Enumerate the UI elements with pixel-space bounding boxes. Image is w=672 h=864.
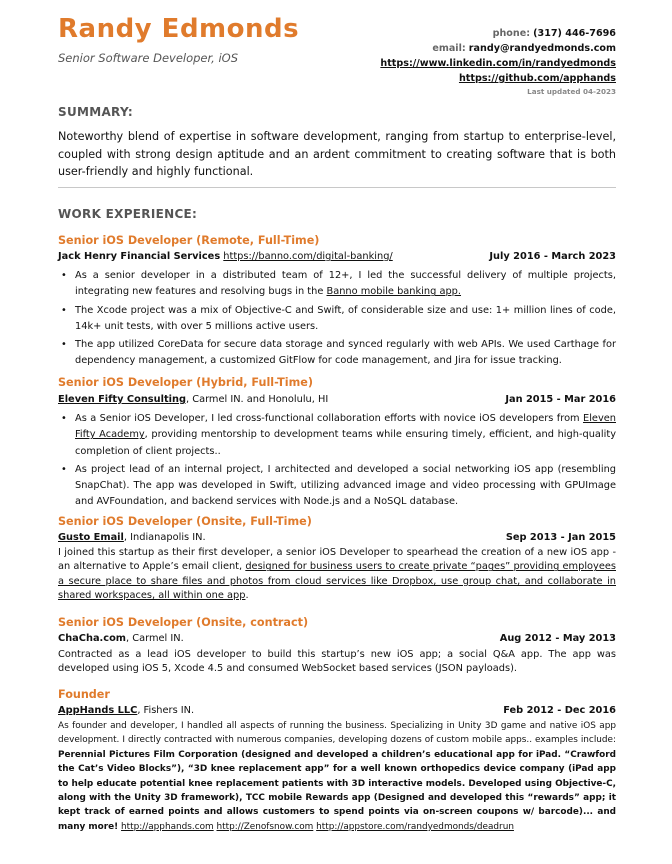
work-heading: WORK EXPERIENCE: [58,207,198,221]
job-company-line [58,705,616,716]
job-title: Founder [58,688,110,701]
job-location: , Carmel IN. and Honolulu, HI [186,394,329,405]
job-dates: Jan 2015 - Mar 2016 [505,394,616,405]
summary-heading: SUMMARY: [58,105,133,119]
gusto-description-link[interactable]: designed for business users to create private “pages” providing employees a secure place to share files and photos from cloud services like Dropbox, use group chat, and collaborate in shared workspaces, all within one app [58,561,616,602]
bullet-item: • The Xcode project was a mix of Objective-C and Swift, of considerable size and use: 1+ million lines of code, 14k+ unit tests, with over 5 millions active users. [58,303,616,336]
job-bullets [58,411,616,513]
job-company: ChaCha.com [58,633,127,644]
email-line [380,41,616,56]
bullet-item: • As project lead of an internal project, I architected and developed a social networking iOS app (resembling SnapChat). The app was developed in Swift, utilizing advanced image and video processing with GPUImage and AVFoundation, and backend services with Node.js and a NoSQL database. [58,462,616,511]
job-bullets [58,268,616,372]
job-title: Senior iOS Developer (Onsite, Full-Time) [58,515,312,528]
linkedin-link[interactable]: https://www.linkedin.com/in/randyedmonds [380,58,616,69]
job-location: , Fishers IN. [137,705,195,716]
email-value: randy@randyedmonds.com [468,43,616,54]
job-company-link[interactable]: AppHands LLC [58,705,138,716]
company-link[interactable]: https://banno.com/digital-banking/ [223,251,393,262]
contact-block [380,26,616,97]
job-title: Senior iOS Developer (Onsite, contract) [58,616,309,629]
client-examples: Perennial Pictures Film Corporation (designed and developed a children’s educational app for iPad. “Crawford the Cat’s Video Blocks”), “3D knee replacement app” for a well known orthopedics device company (iPad app to help educate potential knee replacement patients with 3D interactive models. Developed using Objective-C, along with the Unity 3D framework), TCC mobile Rewards app (Designed and developed this “rewards” app; it kept track of earned points and allows customers to spend points via on-screen coupons w/ barcode)... and many more! [58,749,616,832]
job-description: As founder and developer, I handled all aspects of running the business. Specializing in Unity 3D game and native iOS app development. I directly contracted with numerous companies, developing dozens of custom mobile apps.. examples include: Perennial Pictures Film Corporation (designed and developed a children’s educational app for iPad. “Crawford the Cat’s Video Blocks”), “3D knee replacement app” for a well known orthopedics device company (iPad app to help educate potential knee replacement patients with 3D interactive models. Developed using Objective-C, along with the Unity 3D framework), TCC mobile Rewards app (Designed and developed this “rewards” app; it kept track of earned points and allows customers to spend points via on-screen coupons w/ barcode)... and many more! http://apphands.com http://Zenofsnow.com http://appstore.com/randyedmonds/deadrun [58,721,616,832]
job-dates: Aug 2012 - May 2013 [499,633,616,644]
phone-line [380,26,616,41]
last-updated: Last updated 04-2023 [527,87,616,96]
candidate-title: Senior Software Developer, iOS [58,51,239,65]
bullet-item: • As a senior developer in a distributed team of 12+, I led the successful delivery of multiple projects, integrating new features and resolving bugs in the Banno mobile banking app. [58,268,616,301]
section-divider [58,187,616,188]
job-location: , Carmel IN. [126,633,184,644]
job-company-line [58,251,616,262]
bullet-item: • The app utilized CoreData for secure data storage and synced regularly with web APIs. We used Carthage for dependency management, a customized GitFlow for code management, and Jira for issue tracking. [58,337,616,370]
summary-text: Noteworthy blend of expertise in software development, ranging from startup to enterprise-level, coupled with strong design aptitude and an ardent commitment to creating software that is both user-friendly and highly functional. [58,130,616,178]
job-description: I joined this startup as their first developer, a senior iOS Developer to spearhead the creation of a new iOS app - an alternative to Apple’s email client, designed for business users to create private “pages” providing employees a secure place to share files and photos from cloud services like Dropbox, use group chat, and collaborate in shared workspaces, all within one app. [58,547,616,602]
email-label: email: [432,43,466,54]
phone-label: phone: [492,28,531,39]
job-dates: July 2016 - March 2023 [489,251,616,262]
github-link[interactable]: https://github.com/apphands [458,73,616,84]
job-title: Senior iOS Developer (Hybrid, Full-Time) [58,376,313,389]
job-dates: Sep 2013 - Jan 2015 [505,532,616,543]
academy-link[interactable]: Eleven Fifty Academy [75,413,616,441]
job-dates: Feb 2012 - Dec 2016 [503,705,616,716]
job-company-link[interactable]: Eleven Fifty Consulting [58,394,186,405]
job-company: Jack Henry Financial Services [58,251,221,262]
job-location: , Indianapolis IN. [123,532,206,543]
banno-app-link[interactable]: Banno mobile banking app. [326,286,462,298]
job-company-link[interactable]: Gusto Email [58,532,124,543]
zenofsnow-link[interactable]: http://Zenofsnow.com [216,821,314,832]
job-title: Senior iOS Developer (Remote, Full-Time) [58,234,320,247]
appstore-link[interactable]: http://appstore.com/randyedmonds/deadrun [316,821,514,832]
job-description: Contracted as a lead iOS developer to build this startup’s new iOS app; a social Q&A app. The app was developed using iOS 5, Xcode 4.5 and consumed WebSocket based services (JSON payloads). [58,649,616,675]
candidate-name: Randy Edmonds [58,14,300,44]
apphands-link[interactable]: http://apphands.com [121,821,214,832]
job-company-line [58,394,616,405]
job-company-line [58,532,616,543]
phone-value: (317) 446-7696 [533,28,616,39]
bullet-item: • As a Senior iOS Developer, I led cross-functional collaboration efforts with novice iOS developers from Eleven Fifty Academy, providing mentorship to development teams while ensuring timely, efficient, and high-quality completion of client projects.. [58,411,616,460]
job-company-line [58,633,616,644]
